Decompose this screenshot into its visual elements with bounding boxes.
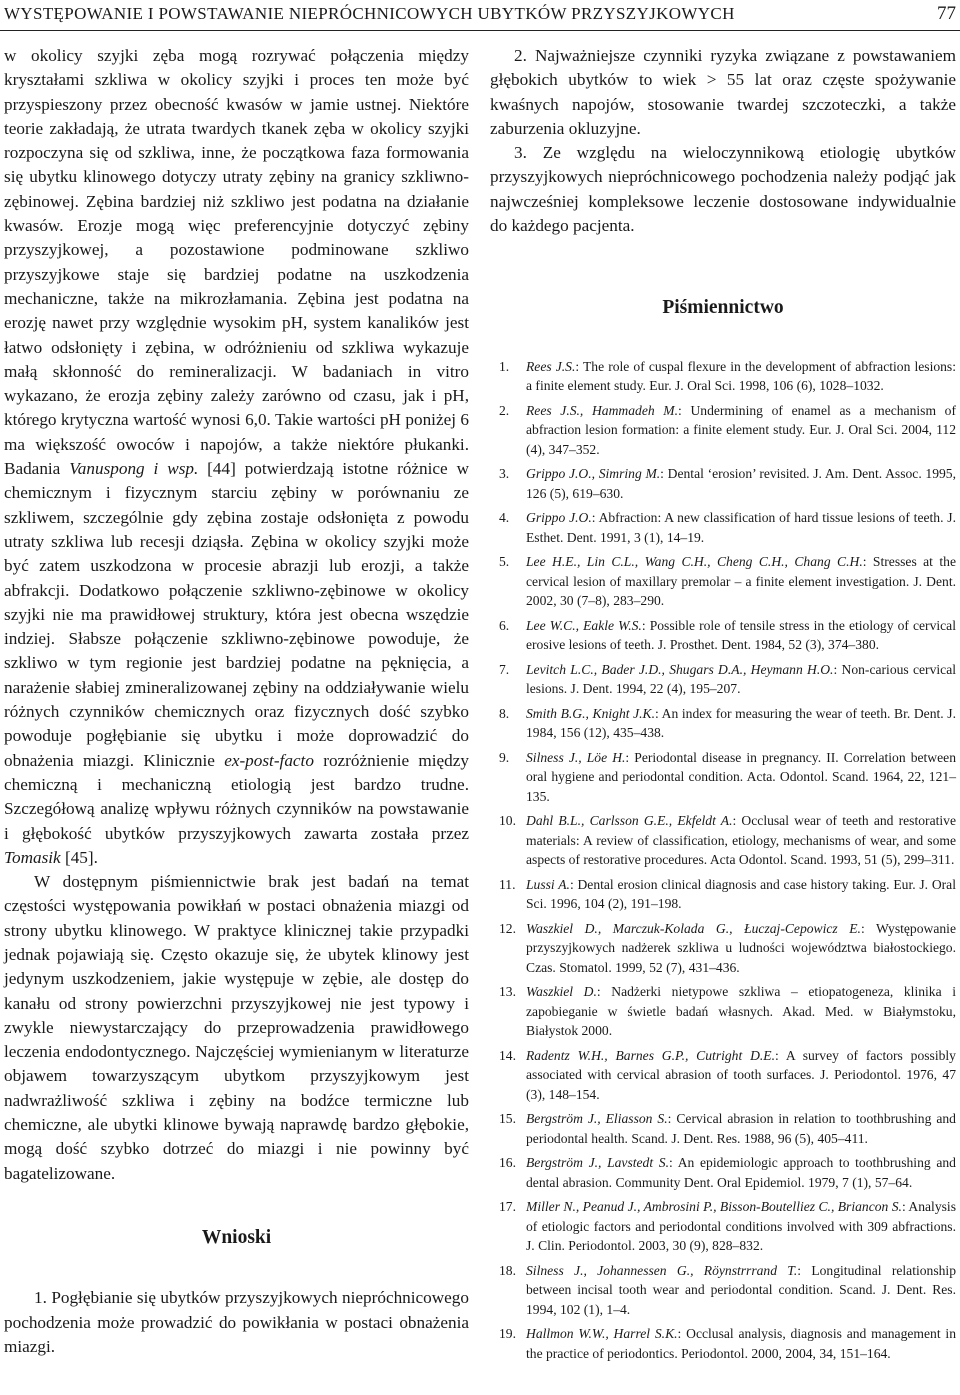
reference-item: [490, 748, 956, 807]
section-heading-references: Piśmiennictwo: [662, 297, 784, 319]
reference-item: [490, 401, 956, 460]
reference-authors: Bergström J., Lavstedt S.: [526, 1155, 669, 1171]
reference-text: : Stresses at the cervical lesion of maxillary premolar – a finite element investigation. J. Dent. 2002, 30 (7–8), 283–290.: [526, 554, 956, 609]
reference-text: : The role of cuspal flexure in the development of abfraction lesions: a finite element study. Eur. J. Oral Sci. 1998, 106 (6), 1028–1032.: [526, 358, 957, 394]
reference-authors: Rees J.S., Hammadeh M.: [526, 402, 679, 418]
reference-number: 13.: [499, 984, 516, 1000]
reference-number: 4.: [499, 510, 510, 526]
reference-text: : Non-carious cervical lesions. J. Dent. 1994, 22 (4), 195–207.: [526, 661, 957, 697]
body-text: [44] potwierdzają istotne różnice w chemicznym i fizycznym starciu zębiny w porównaniu ze szkliwem, szczególnie gdy zębina zostaje odsłonięta z powodu utraty szkliwa lub recesji dziąsła. Zębina w okolicy szyjki może być zatem uszkodzona w procesie abrazji lub erozji, a także abfrakcji. Dodatkowo połączenie szkliwno-zębinowe w okolicy szyjki nie ma prawidłowej struktury, która jest obecna wszędzie indziej. Słabsze połączenie szkliwno-zębinowe powoduje, że szkliwo w tym regionie jest bardziej podatne na pęknięcia, a narażenie słabiej zmineralizowanej zębiny na oddziaływanie wielu różnych czynników chemicznych oraz fizycznych dość szybko powoduje pogłębianie się ubytku i może doprowadzić do obnażenia miazgi. Klinicznie: [4, 459, 469, 770]
reference-item: [490, 1046, 956, 1105]
reference-number: 7.: [499, 661, 510, 677]
reference-item: [490, 811, 956, 870]
reference-number: 10.: [499, 813, 516, 829]
reference-number: 8.: [499, 705, 510, 721]
page-number: 77: [937, 3, 956, 24]
reference-authors: Hallmon W.W., Harrel S.K.: [526, 1326, 678, 1342]
body-text: w okolicy szyjki zęba mogą rozrywać połączenia między kryształami szkliwa w okolicy szyjki i proces ten może być przyspieszony przez obecność kwasów w jamie ustnej. Niektóre teorie zakładają, że utrata twardych tkanek zęba w okolicy szyjki rozpoczyna się od szkliwa, inne, że początkowa faza formowania się ubytku klinowego dotyczy utraty zębiny na granicy szkliwno-zębinowej. Zębina bardziej niż szkliwo jest podatna na działanie kwasów. Erozje mogą więc preferencyjnie dotyczyć zębiny przyszyjkowej, a pozostawione podminowane szkliwo przyszyjkowe staje się bardziej podatne na uszkodzenia mechaniczne, także na mikrozłamania. Zębina jest podatna na erozję nawet przy względnie wysokim pH, system kanalików jest łatwo odsłonięty i zębina, w odróżnieniu od szkliwa wykazuje małą skłonność do remineralizacji. W badaniach in vitro wykazano, że erozja zębiny zależy zarówno od czasu, jak i pH, którego krytyczna wartość wynosi 6,0. Takie wartości pH poniżej 6 ma większość owoców i napojów, a także niektóre płukanki. Badania: [4, 46, 469, 479]
reference-number: 19.: [499, 1326, 516, 1342]
reference-authors: Waszkiel D.: [526, 984, 597, 1000]
reference-authors: Lee W.C., Eakle W.S.: [526, 617, 642, 633]
body-text-italic: Vanuspong i wsp.: [69, 459, 199, 479]
conclusion-item-1: 1. Pogłębianie się ubytków przyszyjkowych niepróchnicowego pochodzenia może prowadzić do powikłania w postaci obnażenia miazgi.: [4, 1288, 469, 1356]
reference-text: : Cervical abrasion in relation to toothbrushing and periodontal health. Scand. J. Dent. Res. 1988, 96 (5), 405–411.: [526, 1111, 956, 1146]
reference-item: [490, 1324, 956, 1363]
reference-text: : Dental ‘erosion’ revisited. J. Am. Dent. Assoc. 1995, 126 (5), 619–630.: [526, 466, 956, 501]
reference-text: : Dental erosion clinical diagnosis and case history taking. Eur. J. Oral Sci. 1996, 104 (2), 191–198.: [526, 876, 956, 912]
section-heading-wnioski: Wnioski: [201, 1226, 272, 1248]
running-header: [0, 0, 960, 31]
reference-text: : Possible role of tensile stress in the etiology of cervical erosive lesions of teeth. J. Prosthet. Dent. 1984, 52 (3), 374–380.: [526, 617, 956, 653]
right-column: [490, 44, 956, 1368]
reference-list: [490, 357, 956, 1364]
reference-number: 2.: [499, 402, 510, 418]
reference-text: : Abfraction: A new classification of hard tissue lesions of teeth. J. Esthet. Dent. 1991, 3 (1), 14–19.: [526, 510, 956, 545]
reference-text: : Analysis of etiologic factors and periodontal conditions involved with 309 abfractions. J. Clin. Periodontol. 2003, 30 (9), 828–832.: [526, 1199, 956, 1254]
reference-item: [490, 1109, 956, 1148]
reference-item: [490, 704, 956, 743]
reference-number: 6.: [499, 617, 510, 633]
reference-text: : Longitudinal relationship between incisal tooth wear and periodontal condition. Scand. J. Dent. Res. 1994, 102 (1), 1–4.: [526, 1262, 956, 1317]
reference-item: [490, 464, 956, 503]
reference-authors: Miller N., Peanud J., Ambrosini P., Bisson-Boutelliez C., Briancon S.: [526, 1199, 902, 1215]
reference-number: 11.: [499, 876, 516, 892]
reference-number: 14.: [499, 1047, 516, 1063]
reference-item: [490, 357, 956, 396]
body-text: [45].: [60, 847, 98, 867]
reference-authors: Silness J., Johannessen G., Röynstrrrand T.: [526, 1262, 798, 1278]
reference-item: [490, 1261, 956, 1320]
left-column: [4, 44, 469, 1359]
reference-number: 9.: [499, 749, 510, 765]
reference-authors: Grippo J.O.: [526, 510, 592, 526]
reference-item: [490, 552, 956, 611]
reference-number: 12.: [499, 920, 516, 936]
reference-text: : Nadżerki nietypowe szkliwa – etiopatogeneza, klinika i zapobieganie w świetle badań własnych. Akad. Med. w Białymstoku, Białystok 2000.: [526, 984, 957, 1039]
reference-authors: Smith B.G., Knight J.K.: [526, 705, 656, 721]
reference-number: 17.: [499, 1199, 516, 1215]
reference-number: 1.: [499, 358, 510, 374]
reference-number: 5.: [499, 554, 510, 570]
reference-item: [490, 1197, 956, 1256]
reference-item: [490, 508, 956, 547]
reference-authors: Lussi A.: [526, 876, 570, 892]
reference-text: : An epidemiologic approach to toothbrushing and dental abrasion. Community Dent. Oral Epidemiol. 1979, 7 (1), 57–64.: [526, 1155, 956, 1190]
running-header-title: WYSTĘPOWANIE I POWSTAWANIE NIEPRÓCHNICOWYCH UBYTKÓW PRZYSZYJKOWYCH: [4, 4, 735, 23]
reference-authors: Dahl B.L., Carlsson G.E., Ekfeldt A.: [526, 813, 733, 829]
reference-text: : A survey of factors possibly associated with cervical abrasion of tooth surfaces. J. Periodontol. 1976, 47 (3), 148–154.: [526, 1047, 956, 1102]
reference-item: [490, 875, 956, 914]
reference-authors: Rees J.S.: [526, 358, 576, 374]
body-text-italic: Tomasik: [4, 847, 61, 867]
reference-number: 18.: [499, 1262, 516, 1278]
reference-authors: Waszkiel D., Marczuk-Kolada G., Łuczaj-Cepowicz E.: [526, 920, 861, 936]
reference-authors: Silness J., Löe H.: [526, 749, 626, 765]
reference-item: [490, 616, 956, 655]
reference-text: : An index for measuring the wear of teeth. Br. Dent. J. 1984, 156 (12), 435–438.: [526, 705, 956, 741]
reference-item: [490, 919, 956, 978]
reference-text: : Występowanie przyszyjkowych nadżerek szkliwa u ludności województwa białostockiego. Czas. Stomatol. 1999, 52 (7), 431–436.: [526, 920, 956, 975]
reference-authors: Levitch L.C., Bader J.D., Shugars D.A., Heymann H.O.: [526, 661, 834, 677]
reference-text: : Undermining of enamel as a mechanism of abfraction lesion formation: a finite element study. Eur. J. Oral Sci. 2004, 112 (4), 347–352.: [526, 402, 956, 457]
body-text: rozróżnienie między chemiczną i mechaniczną etiologią jest bardzo trudne. Szczegółową analizę wpływu różnych czynników na powstawanie i głębokość ubytków przyszyjkowych zawarta została przez: [4, 750, 469, 843]
body-text-italic: ex-post-facto: [224, 750, 314, 770]
reference-text: : Occlusal analysis, diagnosis and management in the practice of periodontics. Periodontol. 2000, 2004, 34, 151–164.: [526, 1326, 956, 1361]
reference-item: [490, 1153, 956, 1192]
reference-authors: Radentz W.H., Barnes G.P., Cutright D.E.: [526, 1047, 775, 1063]
reference-text: : Occlusal wear of teeth and restorative materials: A review of classification, etiology, mechanisms of wear, and some aspects of restorative procedures. Acta Odontol. Scand. 1993, 51 (5), 299–311.: [526, 813, 956, 868]
conclusion-item-2: 2. Najważniejsze czynniki ryzyka związane z powstawaniem głębokich ubytków to wiek > 55 lat oraz częste spożywanie kwaśnych napojów, stosowanie twardej szczoteczki, a także zaburzenia okluzyjne.: [490, 46, 956, 138]
reference-authors: Grippo J.O., Simring M.: [526, 466, 661, 482]
reference-number: 15.: [499, 1111, 516, 1127]
reference-item: [490, 660, 956, 699]
reference-authors: Lee H.E., Lin C.L., Wang C.H., Cheng C.H., Chang C.H.: [526, 554, 863, 570]
body-paragraph-2: W dostępnym piśmiennictwie brak jest badań na temat częstości występowania powikłań w postaci obnażenia miazgi od strony ubytku klinowego. W praktyce klinicznej takie przypadki jednak pojawiają się. Często okazuje się, że ubytek klinowy jest jedynym uszkodzeniem, jakie występuje w zębie, ale dostęp do kanału od strony powierzchni przyszyjkowej nie jest typowy i zwykle niewystarczający do przeprowadzenia prawidłowego leczenia endodontycznego. Najczęściej wymienianym w literaturze objawem towarzyszącym ubytkom przyszyjkowym jest nadwrażliwość szkliwa i zębiny na bodźce termiczne lub chemiczne, ale ubytki klinowe bywają naprawdę bardzo głębokie, mogą dość szybko dotrzeć do miazgi i nie powinny być bagatelizowane.: [4, 872, 469, 1183]
reference-number: 3.: [499, 466, 510, 482]
reference-authors: Bergström J., Eliasson S.: [526, 1111, 668, 1127]
body-paragraph-1: [4, 44, 469, 870]
reference-item: [490, 982, 956, 1041]
reference-text: : Periodontal disease in pregnancy. II. Correlation between oral hygiene and periodontal condition. Acta. Odontol. Scand. 1964, 22, 121–135.: [526, 749, 956, 804]
reference-number: 16.: [499, 1155, 516, 1171]
conclusion-item-3: 3. Ze względu na wieloczynnikową etiologię ubytków przyszyjkowych niepróchnicowego pochodzenia należy podjąć jak najwcześniej kompleksowe leczenie dostosowane indywidualnie do każdego pacjenta.: [490, 143, 956, 236]
